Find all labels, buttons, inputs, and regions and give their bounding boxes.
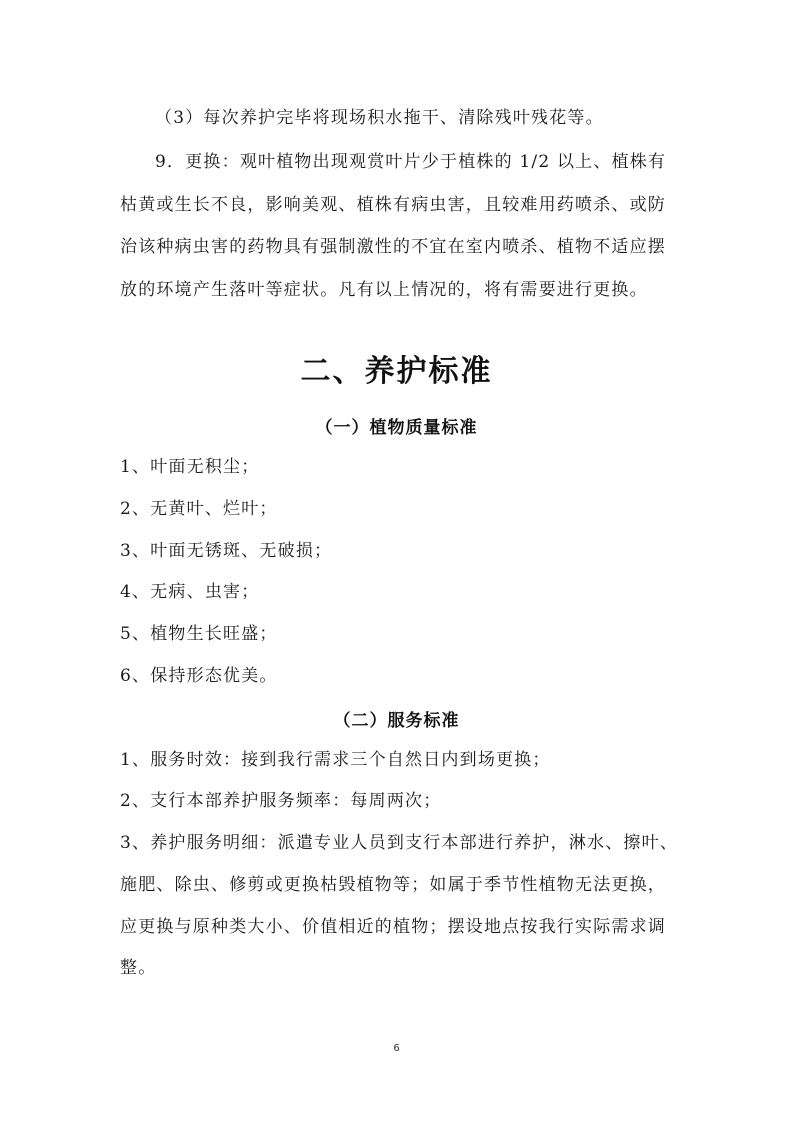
list-item: 4、无病、虫害； — [120, 582, 260, 602]
service-item-timeliness: 1、服务时效：接到我行需求三个自然日内到场更换； — [120, 750, 551, 770]
list-item: 3、叶面无锈斑、无破损； — [120, 541, 333, 561]
list-item: 2、无黄叶、烂叶； — [120, 499, 278, 519]
service-item-frequency: 2、支行本部养护服务频率：每周两次； — [120, 791, 442, 811]
list-item: 6、保持形态优美。 — [120, 666, 278, 686]
paragraph-replacement-line-3: 治该种病虫害的药物具有强制激性的不宜在室内喷杀、植物不适应摆 — [120, 237, 666, 257]
plant-quality-heading: （一）植物质量标准 — [315, 418, 478, 438]
section-title: 二、养护标准 — [300, 354, 493, 389]
paragraph-replacement-line-2: 枯黄或生长不良，影响美观、植株有病虫害，且较难用药喷杀、或防 — [120, 195, 666, 215]
service-item-details-line-2: 施肥、除虫、修剪或更换枯毁植物等；如属于季节性植物无法更换， — [120, 875, 666, 895]
paragraph-replacement-line-4: 放的环境产生落叶等症状。凡有以上情况的，将有需要进行更换。 — [120, 280, 648, 300]
service-heading: （二）服务标准 — [333, 711, 460, 731]
paragraph-cleanup: （3）每次养护完毕将现场积水拖干、清除残叶残花等。 — [155, 108, 604, 128]
paragraph-replacement-line-1: 9．更换：观叶植物出现观赏叶片少于植株的 1/2 以上、植株有 — [155, 152, 667, 172]
service-item-details-line-3: 应更换与原种类大小、价值相近的植物；摆设地点按我行实际需求调 — [120, 917, 666, 937]
list-item: 1、叶面无积尘； — [120, 457, 260, 477]
list-item: 5、植物生长旺盛； — [120, 624, 278, 644]
service-item-details-line-1: 3、养护服务明细：派遣专业人员到支行本部进行养护，淋水、擦叶、 — [120, 833, 679, 853]
service-item-details-line-4: 整。 — [120, 958, 157, 978]
page-number: 6 — [393, 1043, 400, 1054]
